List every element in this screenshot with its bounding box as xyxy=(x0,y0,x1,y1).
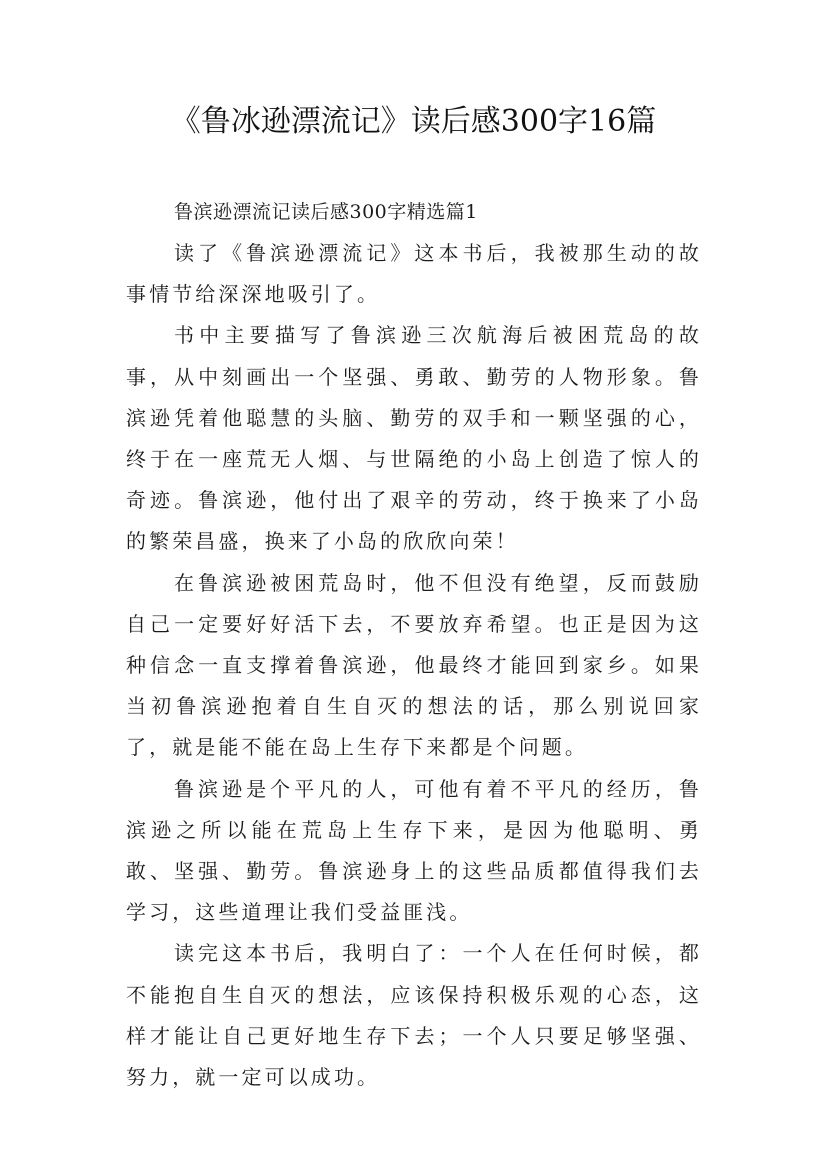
paragraph-5: 读完这本书后，我明白了：一个人在任何时候，都不能抱自生自灭的想法，应该保持积极乐观的心态，这样才能让自己更好地生存下去；一个人只要足够坚强、努力，就一定可以成功。 xyxy=(126,941,702,1090)
paragraph-4: 鲁滨逊是个平凡的人，可他有着不平凡的经历，鲁滨逊之所以能在荒岛上生存下来，是因为他聪明、勇敢、坚强、勤劳。鲁滨逊身上的这些品质都值得我们去学习，这些道理让我们受益匪浅。 xyxy=(126,776,702,925)
paragraph-1: 读了《鲁滨逊漂流记》这本书后，我被那生动的故事情节给深深地吸引了。 xyxy=(126,241,702,307)
document-title: 《鲁冰逊漂流记》读后感300字16篇 xyxy=(170,104,657,139)
section-heading: 鲁滨逊漂流记读后感300字精选篇1 xyxy=(174,201,478,223)
document-body xyxy=(126,192,702,1098)
paragraph-3: 在鲁滨逊被困荒岛时，他不但没有绝望，反而鼓励自己一定要好好活下去，不要放弃希望。也正是因为这种信念一直支撑着鲁滨逊，他最终才能回到家乡。如果当初鲁滨逊抱着自生自灭的想法的话，那么别说回家了，就是能不能在岛上生存下来都是个问题。 xyxy=(126,570,702,760)
paragraph-2: 书中主要描写了鲁滨逊三次航海后被困荒岛的故事，从中刻画出一个坚强、勇敢、勤劳的人物形象。鲁滨逊凭着他聪慧的头脑、勤劳的双手和一颗坚强的心，终于在一座荒无人烟、与世隔绝的小岛上创造了惊人的奇迹。鲁滨逊，他付出了艰辛的劳动，终于换来了小岛的繁荣昌盛，换来了小岛的欣欣向荣！ xyxy=(126,323,702,554)
